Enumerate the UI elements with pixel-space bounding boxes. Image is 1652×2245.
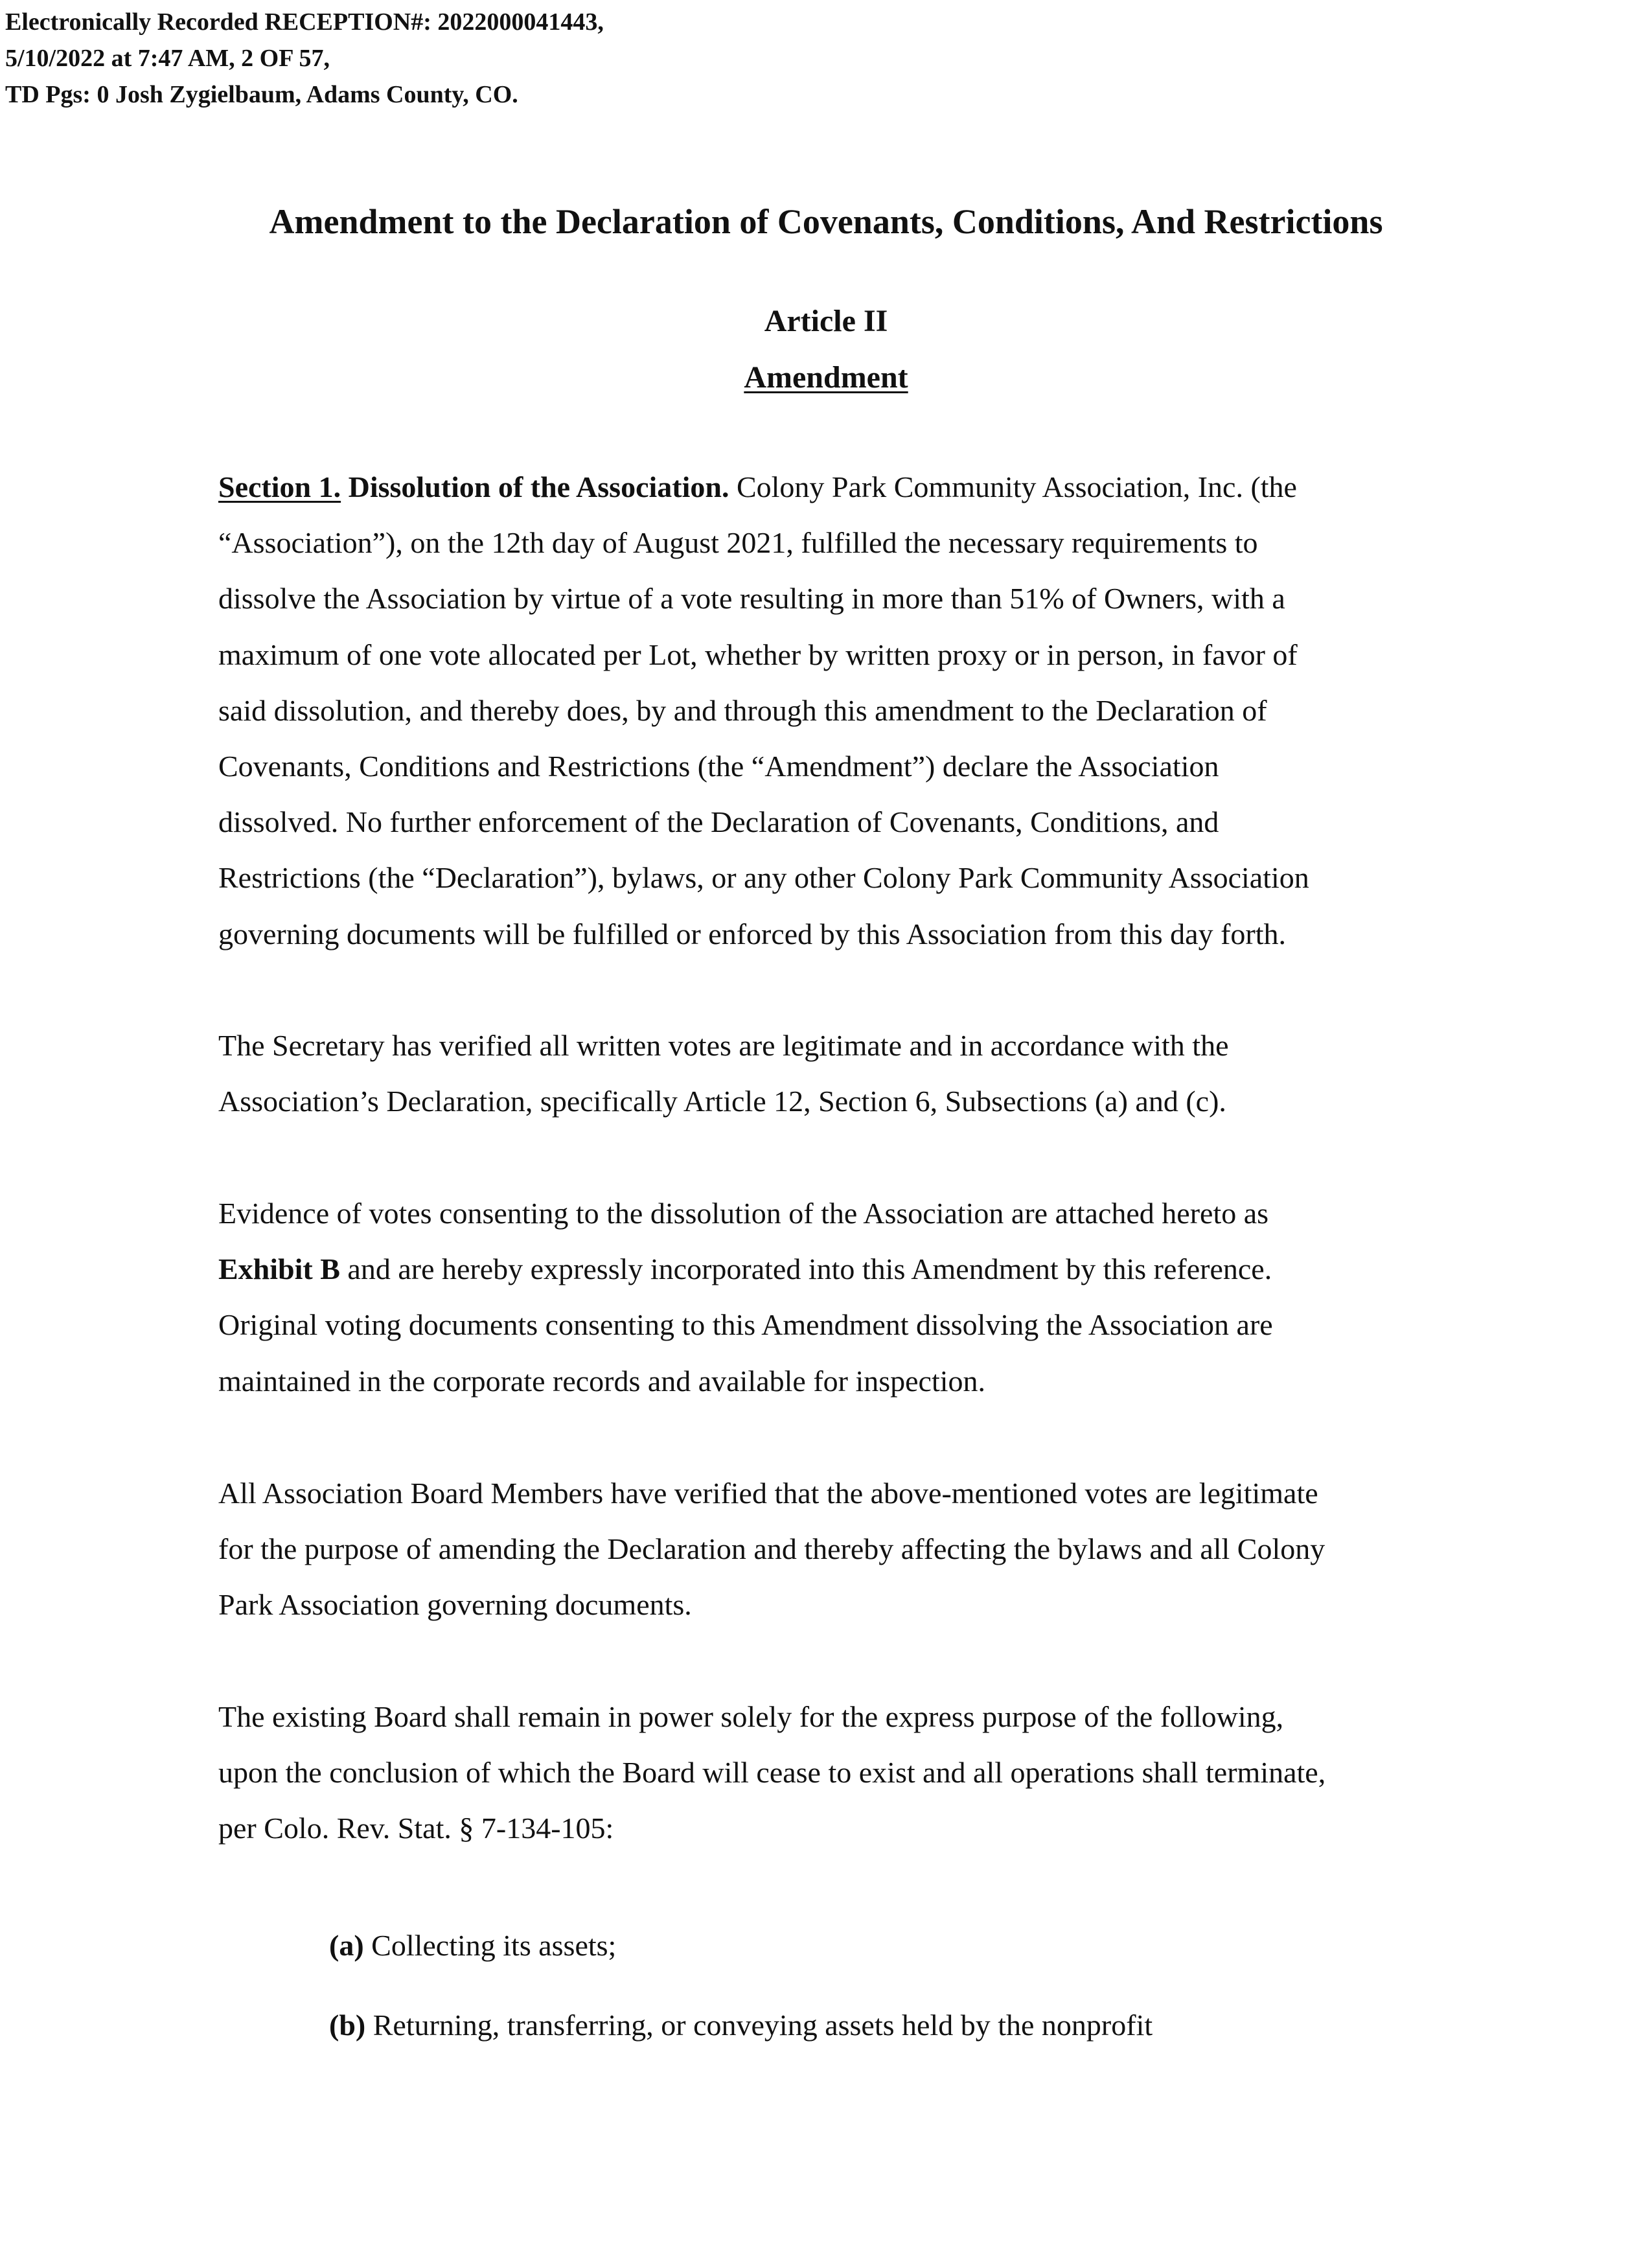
recording-stamp <box>5 4 604 113</box>
paragraph-line: for the purpose of amending the Declaration and thereby affecting the bylaws and all Colony <box>218 1532 1325 1566</box>
paragraph-line: Association’s Declaration, specifically Article 12, Section 6, Subsections (a) and (c). <box>218 1085 1226 1118</box>
paragraph-line: The Secretary has verified all written votes are legitimate and in accordance with the <box>218 1029 1229 1062</box>
list-item-text: Returning, transferring, or conveying assets held by the nonprofit <box>365 2009 1153 2042</box>
list-marker: (b) <box>329 2009 366 2042</box>
list-item-b <box>329 2006 1153 2045</box>
paragraph-line: Restrictions (the “Declaration”), bylaws, or any other Colony Park Community Association <box>218 861 1309 895</box>
paragraph-line: dissolve the Association by virtue of a vote resulting in more than 51% of Owners, with a <box>218 582 1285 616</box>
section-1-line-text: Colony Park Community Association, Inc. (the <box>736 470 1297 503</box>
evidence-paragraph <box>218 1186 1449 1409</box>
paragraph-line: dissolved. No further enforcement of the Declaration of Covenants, Conditions, and <box>218 805 1219 839</box>
paragraph-line: Original voting documents consenting to this Amendment dissolving the Association are <box>218 1308 1273 1342</box>
paragraph-line: Covenants, Conditions and Restrictions (the “Amendment”) declare the Association <box>218 749 1219 783</box>
paragraph-line <box>218 1241 1449 1297</box>
board-paragraph <box>218 1466 1449 1633</box>
paragraph-line: Evidence of votes consenting to the dissolution of the Association are attached hereto as <box>218 1197 1269 1230</box>
recording-line-date: 5/10/2022 at 7:47 AM, 2 OF 57, <box>5 45 330 72</box>
list-item-a <box>329 1926 616 1965</box>
paragraph-line: maintained in the corporate records and available for inspection. <box>218 1364 986 1398</box>
paragraph-line: said dissolution, and thereby does, by and through this amendment to the Declaration of <box>218 693 1267 727</box>
exhibit-b-reference: Exhibit B <box>218 1252 340 1286</box>
list-marker: (a) <box>329 1929 364 1962</box>
secretary-paragraph <box>218 1018 1449 1129</box>
paragraph-line: per Colo. Rev. Stat. § 7-134-105: <box>218 1812 614 1845</box>
paragraph-line: “Association”), on the 12th day of August 2021, fulfilled the necessary requirements to <box>218 526 1258 560</box>
article-number: Article II <box>764 304 888 338</box>
document-title: Amendment to the Declaration of Covenants, Conditions, And Restrictions <box>269 202 1383 241</box>
paragraph-line: maximum of one vote allocated per Lot, whether by written proxy or in person, in favor of <box>218 638 1298 671</box>
recording-line-clerk: TD Pgs: 0 Josh Zygielbaum, Adams County, CO. <box>5 81 518 108</box>
section-1-paragraph <box>218 459 1449 962</box>
section-1-label: Section 1. <box>218 470 341 503</box>
paragraph-line: governing documents will be fulfilled or enforced by this Association from this day forth. <box>218 917 1287 950</box>
list-item-text: Collecting its assets; <box>363 1929 617 1962</box>
article-heading-text: Amendment <box>744 360 908 395</box>
existing-board-paragraph <box>218 1689 1449 1857</box>
recording-line-reception: Electronically Recorded RECEPTION#: 2022000041443, <box>5 8 604 36</box>
paragraph-line: Park Association governing documents. <box>218 1588 692 1622</box>
paragraph-line: The existing Board shall remain in power solely for the express purpose of the following, <box>218 1700 1284 1733</box>
section-1-heading: Dissolution of the Association. <box>348 470 729 503</box>
article-heading <box>0 358 1652 397</box>
paragraph-line: upon the conclusion of which the Board will cease to exist and all operations shall terminate, <box>218 1756 1326 1790</box>
evidence-line-text: and are hereby expressly incorporated into this Amendment by this reference. <box>339 1252 1272 1286</box>
paragraph-line <box>218 459 1449 515</box>
paragraph-line: All Association Board Members have verified that the above-mentioned votes are legitimate <box>218 1477 1318 1510</box>
